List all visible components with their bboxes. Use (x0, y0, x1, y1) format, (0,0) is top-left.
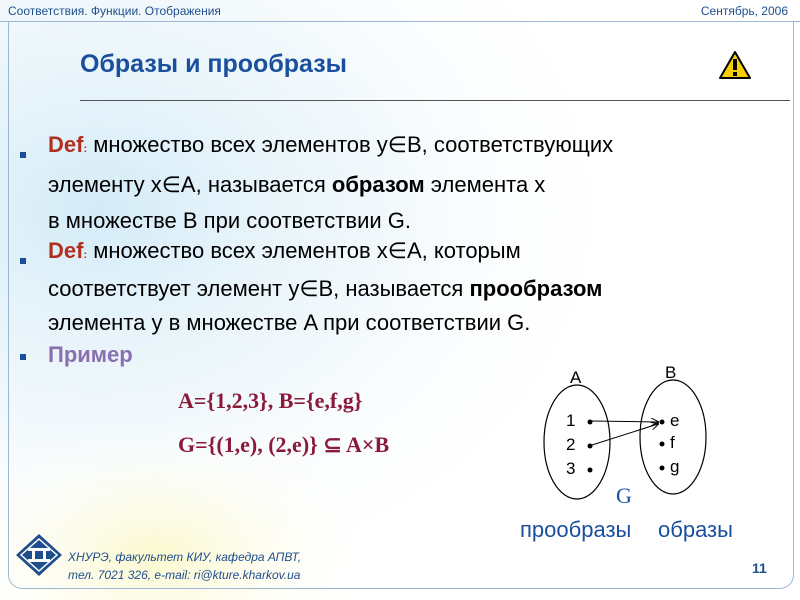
point-a (588, 468, 593, 473)
term-image: образом (331, 172, 425, 197)
point-a (588, 444, 593, 449)
bullet-marker (20, 258, 26, 264)
mapping-arrow (592, 421, 658, 422)
label-images: образы (658, 517, 733, 542)
warning-icon[interactable] (718, 50, 752, 85)
def1-line2: элементу x∈A, называется (48, 172, 332, 197)
mapping-diagram (530, 360, 740, 515)
bullet-marker (20, 354, 26, 360)
point-b (660, 420, 665, 425)
footer-contacts (68, 548, 301, 584)
bullet-marker (20, 152, 26, 158)
def-colon: : (83, 249, 88, 261)
element-b: g (670, 457, 680, 476)
element-a: 1 (566, 411, 576, 430)
set-b-label: B (665, 363, 677, 382)
header-date: Сентябрь, 2006 (700, 4, 788, 18)
slide-title: Образы и прообразы (80, 50, 348, 78)
def1-line3: в множестве B при соответствии G. (48, 208, 411, 233)
element-b: f (670, 433, 675, 452)
page-number: 11 (752, 560, 767, 576)
def-label: Def (48, 132, 84, 157)
definition-image (48, 127, 613, 239)
formula-relation: G={(1,e), (2,e)} ⊆ A×B (178, 432, 390, 457)
point-b (660, 442, 665, 447)
element-a: 2 (566, 435, 576, 454)
formula-sets: A={1,2,3}, B={e,f,g} (178, 388, 363, 413)
def1-line2-end: элемента x (424, 172, 546, 197)
def1-line1: множество всех элементов y∈B, соответствующих (87, 132, 614, 157)
mapping-arrow (592, 424, 658, 445)
university-logo (14, 532, 64, 583)
footer-line1: ХНУРЭ, факультет КИУ, кафедра АПВТ, (68, 550, 302, 564)
example-label: Пример (48, 342, 133, 367)
definition-preimage (48, 234, 602, 340)
footer-line2: тел. 7021 326, e-mail: ri@kture.kharkov.ua (68, 568, 301, 582)
element-b: e (670, 411, 680, 430)
point-b (660, 466, 665, 471)
def2-line3: элемента y в множестве A при соответствии G. (48, 310, 531, 335)
element-a: 3 (566, 459, 576, 478)
def2-line2: соответствует элемент y∈B, называется (48, 276, 470, 301)
term-preimage: прообразом (469, 276, 603, 301)
header-course-title: Соответствия. Функции. Отображения (8, 4, 221, 18)
def2-line1: множество всех элементов x∈A, которым (87, 238, 521, 263)
label-preimages: прообразы (520, 517, 632, 542)
set-a-label: A (570, 368, 582, 387)
def-label: Def (48, 238, 84, 263)
point-a (588, 420, 593, 425)
title-underline (80, 100, 790, 101)
def-colon: : (83, 143, 88, 155)
mapping-name: G (616, 483, 632, 508)
